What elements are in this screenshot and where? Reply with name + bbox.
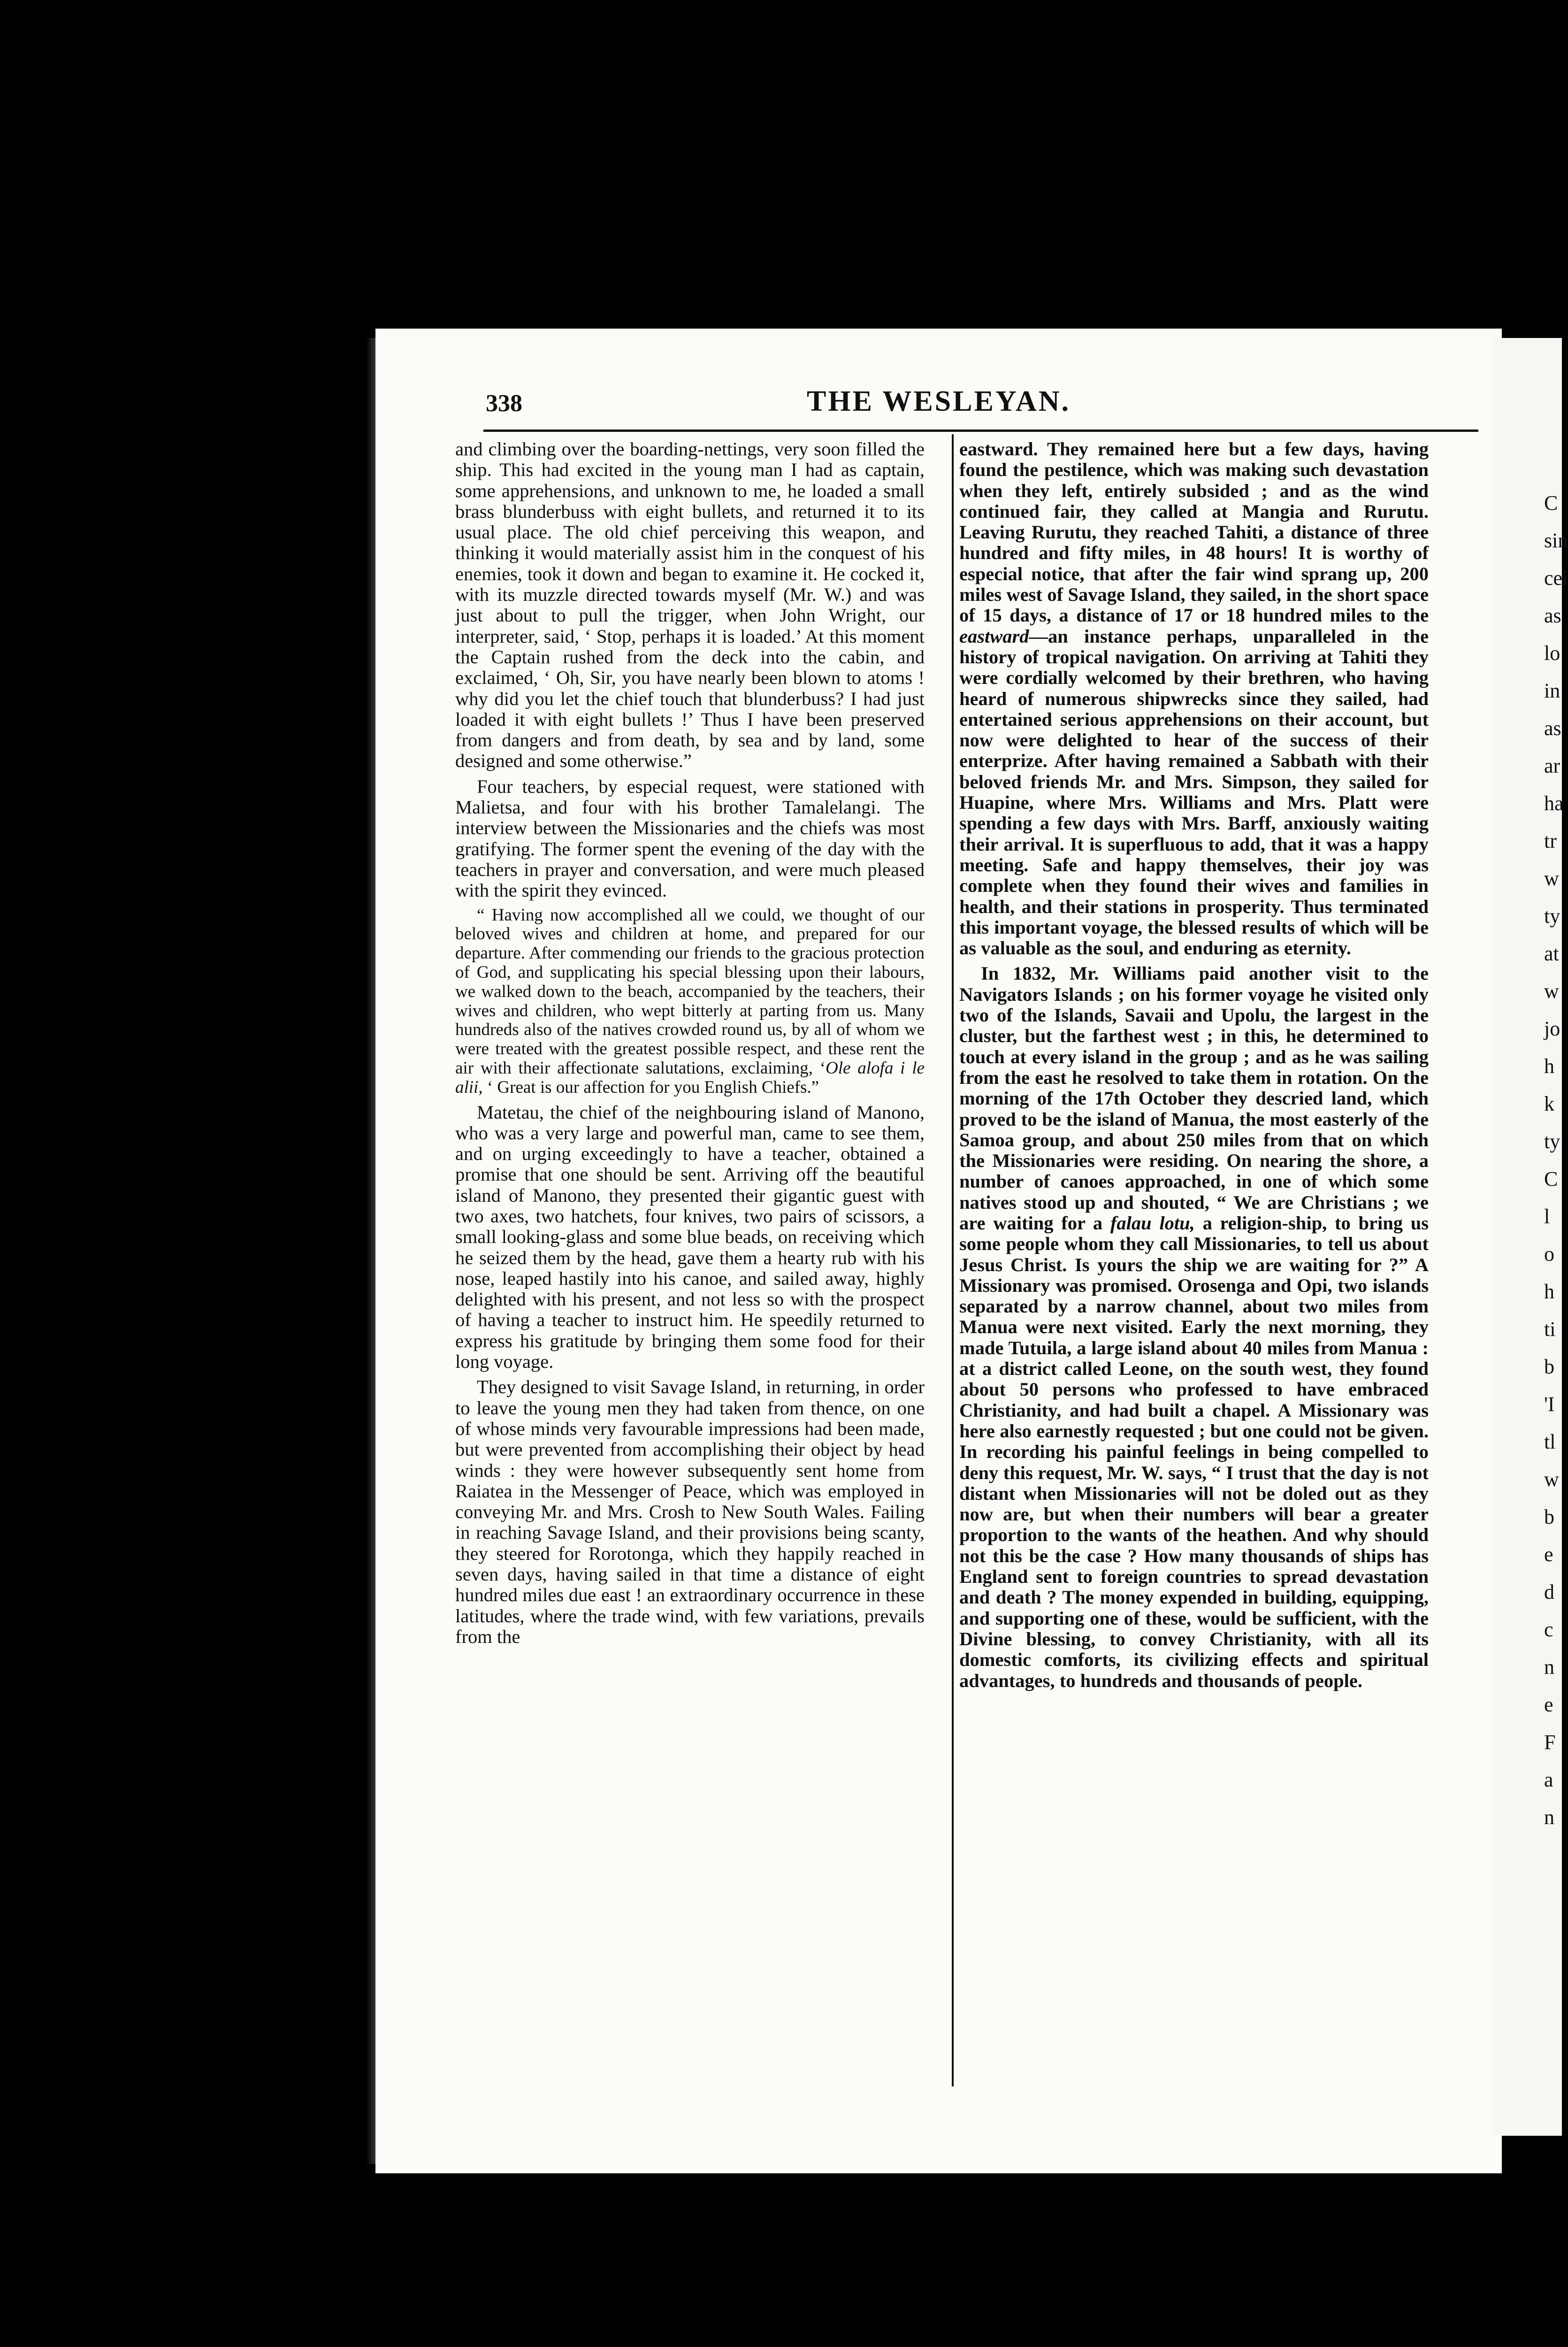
text-run: “ Having now accomplished all we could, we thought of our beloved wives and children at home, and prepared for our departure. After commending our friends to the gracious protection of God, and supplicating his special blessing upon their labours, we walked down to the beach, accompanied by the teachers, their wives and children, who wept bitterly at parting from us. Many hundreds also of the natives crowded round us, by all of whom we were treated with the greatest possible respect, and these rent the air with their affectionate salutations, exclaiming, ‘ bbox=[455, 905, 925, 1078]
next-page-fragment: h bbox=[1544, 1280, 1554, 1303]
next-page-fragment: b bbox=[1544, 1355, 1554, 1378]
paragraph: They designed to visit Savage Island, in returning, in order to leave the young men they had taken from thence, on one of whose minds very favourable impressions had been made, but were prevented from accomplishing their object by head winds : they were however subsequently sent home from Raiatea in the Messenger of Peace, which was employed in conveying Mr. and Mrs. Crosh to New South Wales. Failing in reaching Savage Island, and their provisions being scanty, they steered for Rorotonga, which they happily reached in seven days, having sailed in that time a distance of eight hundred miles due east ! an extraordinary occurrence in these latitudes, where the trade wind, with few variations, prevails from the bbox=[455, 1376, 925, 1647]
italic-text: eastward bbox=[959, 625, 1029, 647]
next-page-fragment: e bbox=[1544, 1543, 1553, 1566]
next-page-fragment: d bbox=[1544, 1580, 1554, 1603]
paragraph bbox=[959, 439, 1429, 959]
text-run: ‘ Great is our affection for you English Chiefs.” bbox=[482, 1077, 819, 1097]
next-page-fragment: as bbox=[1544, 604, 1561, 627]
text-run: eastward. They remained here but a few days, having found the pestilence, which was making such devastation when they left, entirely subsided ; and as the wind continued fair, they called at Mangia and Rurutu. Leaving Rurutu, they reached Tahiti, a distance of three hundred and fifty miles, in 48 hours! It is worthy of especial notice, that after the fair wind sprang up, 200 miles west of Savage Island, they sailed, in the short space of 15 days, a distance of 17 or 18 hundred miles to the bbox=[959, 438, 1429, 626]
next-page-fragment: ar bbox=[1544, 754, 1560, 777]
next-page-edge bbox=[1492, 338, 1568, 2136]
right-column bbox=[959, 439, 1429, 2082]
next-page-fragment: F bbox=[1544, 1731, 1556, 1754]
running-title: THE WESLEYAN. bbox=[807, 385, 1071, 417]
page-header bbox=[375, 385, 1502, 427]
next-page-fragment: o bbox=[1544, 1243, 1554, 1266]
next-page-fragment: lo bbox=[1544, 642, 1560, 665]
next-page-fragment: 'I bbox=[1544, 1393, 1555, 1416]
next-page-fragment: ty bbox=[1544, 1130, 1560, 1153]
next-page-fragment: k bbox=[1544, 1092, 1554, 1115]
page-number: 338 bbox=[486, 390, 522, 417]
next-page-fragment: tl bbox=[1544, 1430, 1556, 1453]
next-page-fragment: ha bbox=[1544, 792, 1564, 815]
next-page-fragment: a bbox=[1544, 1768, 1553, 1791]
next-page-fragment: cei bbox=[1544, 567, 1568, 590]
text-run: In 1832, Mr. Williams paid another visit to the Navigators Islands ; on his former voyage he visited only two of the Islands, Savaii and Upolu, the largest in the cluster, but the farthest west ; in this, he determined to touch at every island in the group ; and as he was sailing from the east he resolved to take them in rotation. On the morning of the 17th October they descried land, which proved to be the island of Manua, the most easterly of the Samoa group, and about 250 miles from that on which the Missionaries were residing. On nearing the shore, a number of canoes approached, in one of which some natives stood up and shouted, “ We are Christians ; we are waiting for a bbox=[959, 963, 1429, 1234]
next-page-fragment: sin bbox=[1544, 529, 1568, 552]
next-page-fragment: in bbox=[1544, 679, 1560, 702]
header-rule bbox=[483, 430, 1478, 432]
next-page-fragment: w bbox=[1544, 1468, 1559, 1491]
next-page-fragment: b bbox=[1544, 1505, 1554, 1528]
book-page bbox=[375, 329, 1502, 2173]
next-page-fragment: h bbox=[1544, 1055, 1554, 1078]
next-page-fragment: ti bbox=[1544, 1318, 1556, 1341]
next-page-fragment: w bbox=[1544, 980, 1559, 1003]
next-page-fragment: n bbox=[1544, 1656, 1554, 1679]
next-page-fragment: jo bbox=[1544, 1017, 1560, 1040]
next-page-fragment: C bbox=[1544, 1167, 1558, 1190]
next-page-fragment: w bbox=[1544, 867, 1559, 890]
paragraph bbox=[959, 963, 1429, 1691]
next-page-fragment: c bbox=[1544, 1618, 1553, 1641]
column-rule bbox=[952, 434, 954, 2086]
paragraph: and climbing over the boarding-nettings, very soon filled the ship. This had excited in the young man I had as captain, some apprehensions, and unknown to me, he loaded a small brass blunderbuss with eight bullets, and returned it to its usual place. The old chief perceiving this weapon, and thinking it would materially assist him in the conquest of his enemies, took it down and began to examine it. He cocked it, with its muzzle directed towards myself (Mr. W.) and was just about to pull the trigger, when John Wright, our interpreter, said, ‘ Stop, perhaps it is loaded.’ At this moment the Captain rushed from the deck into the cabin, and exclaimed, ‘ Oh, Sir, you have nearly been blown to atoms ! why did you let the chief touch that blunderbuss? I had just loaded it with eight bullets !’ Thus I have been preserved from dangers and from death, by sea and by land, some designed and some otherwise.” bbox=[455, 438, 925, 772]
next-page-fragment: l bbox=[1544, 1205, 1550, 1228]
left-column bbox=[455, 439, 925, 2082]
text-run: —an instance perhaps, unparalleled in the history of tropical navigation. On arriving at Tahiti they were cordially welcomed by their brethren, who having heard of numerous shipwrecks since they sailed, had entertained serious apprehensions on their account, but now were delighted to hear of the success of their enterprize. After having remained a Sabbath with their beloved friends Mr. and Mrs. Simpson, they sailed for Huapine, where Mrs. Williams and Mrs. Platt were spending a few days with Mrs. Barff, anxiously waiting their arrival. It is superfluous to add, that it was a happy meeting. Safe and happy themselves, their joy was complete when they found their wives and families in health, and their stations in prosperity. Thus terminated this important voyage, the blessed results of which will be as valuable as the soul, and enduring as eternity. bbox=[959, 625, 1429, 959]
next-page-fragment: at bbox=[1544, 942, 1559, 965]
quoted-paragraph bbox=[455, 906, 925, 1097]
text-run: a religion-ship, to bring us some people whom they call Missionaries, to tell us about Jesus Christ. Is yours the ship we are waiting for ?” A Missionary was promised. Orosenga and Opi, two islands separated by a narrow channel, about two miles from Manua were next visited. Early the next morning, they made Tutuila, a large island about 40 miles from Manua : at a district called Leone, on the south west, they found about 50 persons who professed to have embraced Christianity, and had built a chapel. A Missionary was here also earnestly requested ; but one could not be given. In recording his painful feelings in being compelled to deny this request, Mr. W. says, “ I trust that the day is not distant when Missionaries will not be doled out as they now are, but when their numbers will bear a greater proportion to the wants of the heathen. And why should not this be the case ? How many thousands of ships has England sent to foreign countries to spread devastation and death ? The money expended in building, equipping, and supporting one of these, would be sufficient, with the Divine blessing, to convey Christianity, with all its domestic comforts, its civilizing effects and spiritual advantages, to hundreds and thousands of people. bbox=[959, 1212, 1429, 1691]
next-page-fragment: ty bbox=[1544, 905, 1560, 928]
italic-text: falau lotu, bbox=[1110, 1212, 1195, 1234]
page-shadow bbox=[366, 338, 375, 2164]
paragraph: Four teachers, by especial request, were stationed with Malietsa, and four with his brother Tamalelangi. The interview between the Missionaries and the chiefs was most gratifying. The former spent the evening of the day with the teachers in prayer and conversation, and were much pleased with the spirit they evinced. bbox=[455, 775, 925, 901]
next-page-fragment: as bbox=[1544, 717, 1561, 740]
next-page-fragment: tr bbox=[1544, 829, 1557, 852]
next-page-fragment: C bbox=[1544, 491, 1558, 514]
next-page-fragment: e bbox=[1544, 1693, 1553, 1716]
paragraph: Matetau, the chief of the neighbouring island of Manono, who was a very large and powerful man, came to see them, and on urging exceedingly to have a teacher, obtained a promise that one should be sent. Arriving off the beautiful island of Manono, they presented their gigantic guest with two axes, two hatchets, four knives, two pairs of scissors, a small looking-glass and some blue beads, on receiving which he seized them by the head, gave them a hearty rub with his nose, leaped hastily into his canoe, and sailed away, highly delighted with his present, and not less so with the prospect of having a teacher to instruct him. He speedily returned to express his gratitude by bringing them some food for their long voyage. bbox=[455, 1101, 925, 1373]
italic-text: Ole alofa i le alii, bbox=[455, 1058, 925, 1097]
next-page-fragment: n bbox=[1544, 1806, 1554, 1829]
